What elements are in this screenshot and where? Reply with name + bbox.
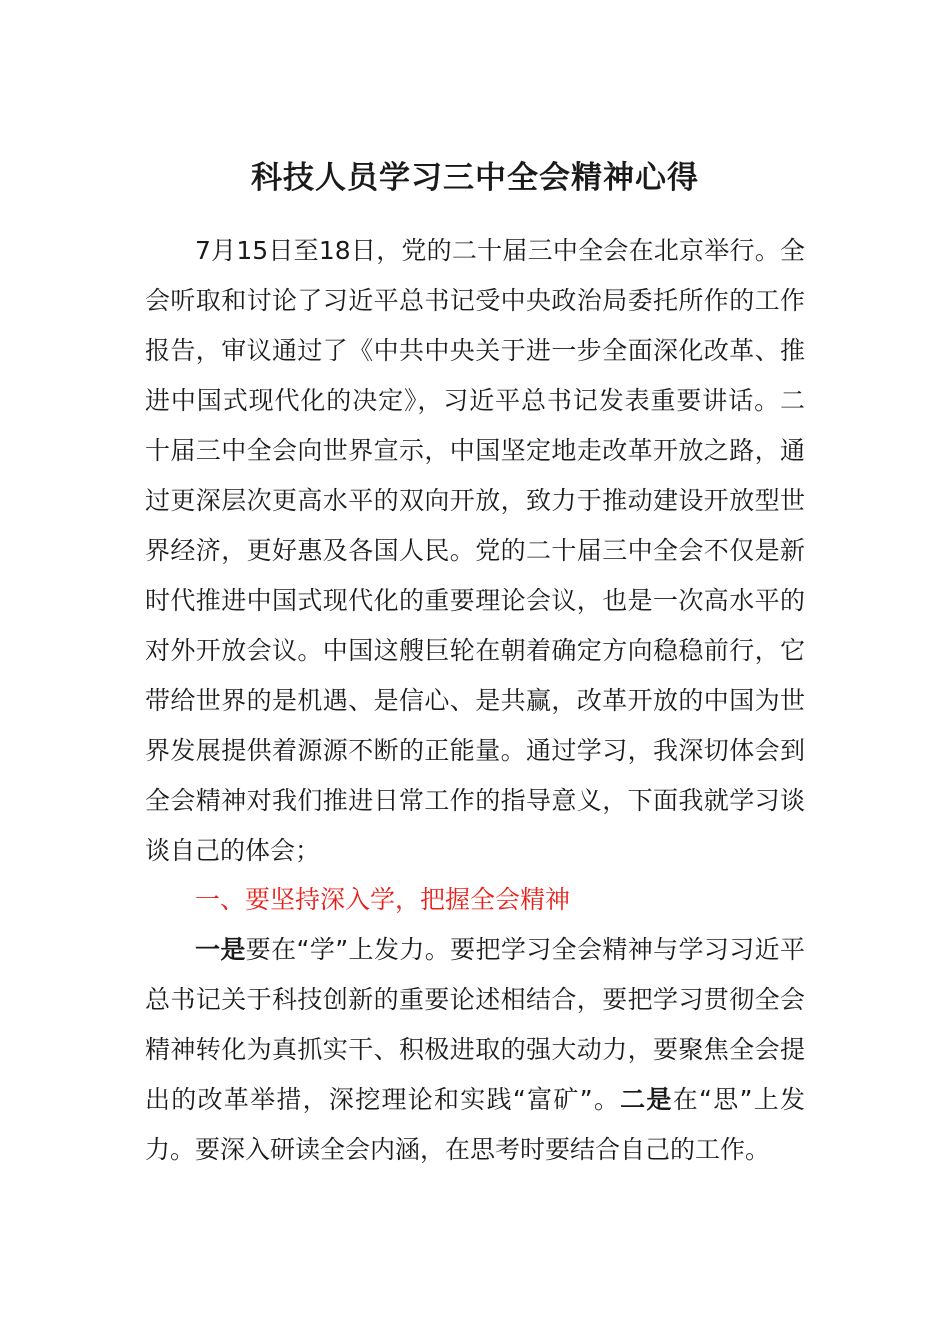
- point-two-text: 在“思”上发力。要深入研读全会内涵，在思考时要结合自己的工作。: [145, 1085, 806, 1164]
- section-heading: 一、要坚持深入学，把握全会精神: [195, 885, 571, 914]
- point-two-label: 二是: [620, 1085, 673, 1114]
- intro-paragraph: 7月15日至18日，党的二十届三中全会在北京举行。全会听取和讨论了习近平总书记受中央政治局委托所作的工作报告，审议通过了《中共中央关于进一步全面深化改革、推进中国式现代化的决定》，习近平总书记发表重要讲话。二十届三中全会向世界宣示，中国坚定地走改革开放之路，通过更深层次更高水平的双向开放，致力于推动建设开放型世界经济，更好惠及各国人民。党的二十届三中全会不仅是新时代推进中国式现代化的重要理论会议，也是一次高水平的对外开放会议。中国这艘巨轮在朝着确定方向稳稳前行，它带给世界的是机遇、是信心、是共赢，改革开放的中国为世界发展提供着源源不断的正能量。通过学习，我深切体会到全会精神对我们推进日常工作的指导意义，下面我就学习谈谈自己的体会；: [145, 236, 805, 865]
- document-title: 科技人员学习三中全会精神心得: [251, 160, 699, 196]
- point-one-text: 要在“学”上发力。要把学习全会精神与学习习近平总书记关于科技创新的重要论述相结合，要把学习贯彻全会精神转化为真抓实干、积极进取的强大动力，要聚焦全会提出的改革举措，深挖理论和实践“富矿”。: [145, 935, 805, 1114]
- section-one-paragraph: [145, 925, 805, 1175]
- point-one-label: 一是: [195, 935, 246, 964]
